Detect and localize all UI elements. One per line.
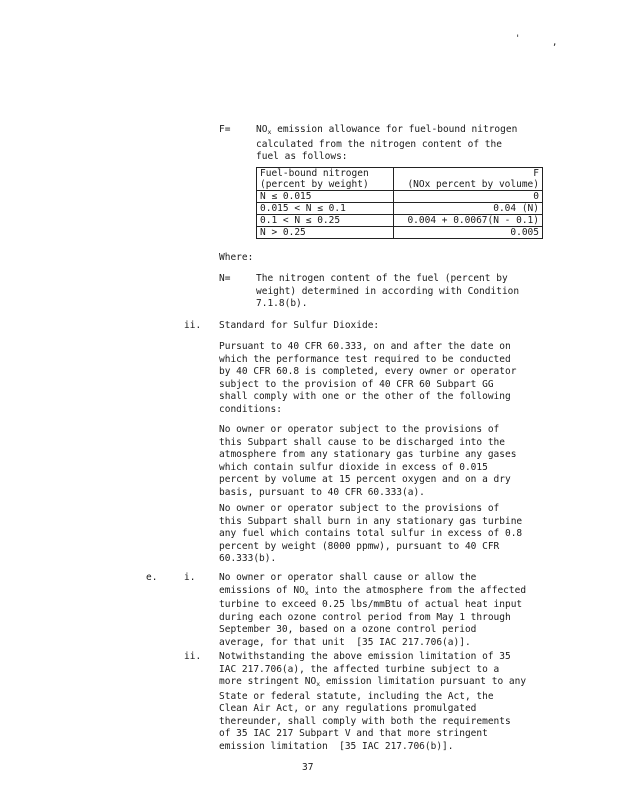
table-cell-value: 0 bbox=[394, 191, 543, 203]
fn-definition bbox=[256, 124, 517, 164]
table-header-left bbox=[257, 168, 394, 191]
head-right-line2: (NOx percent by volume) bbox=[407, 179, 539, 190]
section-e-i-label: i. bbox=[184, 572, 196, 583]
table-row bbox=[257, 227, 543, 239]
section-ii-para1: Pursuant to 40 CFR 60.333, on and after the date on which the performance test required to be conducted by 40 CFR 60.8 is completed, every owner or operator subject to the provision of 40 CFR 60 Subpart GG shall comply with one or the other of the following conditions: bbox=[219, 341, 517, 415]
fn-label: F= bbox=[219, 124, 231, 135]
section-ii-para3: No owner or operator subject to the provisions of this Subpart shall burn in any stationary gas turbine any fuel which contains total sulfur in excess of 0.8 percent by weight (8000 ppmw), pursuant to 40 CFR 60.333(b). bbox=[219, 503, 523, 564]
table-row bbox=[257, 215, 543, 227]
section-ii-label: ii. bbox=[184, 320, 202, 331]
section-e-i-text bbox=[219, 572, 526, 649]
table-row bbox=[257, 203, 543, 215]
corner-mark-2: , bbox=[552, 38, 558, 48]
table-row bbox=[257, 191, 543, 203]
table-cell-range: N > 0.25 bbox=[257, 227, 394, 239]
section-ii-para2: No owner or operator subject to the provisions of this Subpart shall cause to be discharged into the atmosphere from any stationary gas turbine any gases which contain sulfur dioxide in excess of 0.015 percent by volume at 15 percent oxygen and on a dry basis, pursuant to 40 CFR 60.333(a). bbox=[219, 424, 517, 498]
e-i-line2 bbox=[219, 585, 526, 600]
head-left-line1: Fuel-bound nitrogen bbox=[260, 168, 369, 179]
head-left-line2: (percent by weight) bbox=[260, 179, 369, 190]
page-number: 37 bbox=[302, 762, 314, 773]
e-i-line2-rest: into the atmosphere from the affected bbox=[308, 584, 527, 596]
head-right-line1: F bbox=[533, 168, 539, 179]
n-definition: The nitrogen content of the fuel (percent by weight) determined in according with Condition 7.1.8(b). bbox=[256, 273, 520, 309]
e-ii-nox-sub: x bbox=[316, 680, 321, 688]
section-e-ii-text bbox=[219, 651, 526, 753]
e-i-line1: No owner or operator shall cause or allow the bbox=[219, 572, 477, 583]
fn-nox-text: NO bbox=[256, 124, 268, 135]
e-ii-line3-rest: emission limitation pursuant to any bbox=[320, 676, 527, 687]
e-i-rest: turbine to exceed 0.25 lbs/mmBtu of actual heat input during each ozone control period from May 1 through September 30, based on a ozone control period average, for that unit [35 IAC 217.706(a)]. bbox=[219, 599, 523, 648]
e-ii-nox: more stringent NO bbox=[219, 676, 317, 687]
table-cell-range: N ≤ 0.015 bbox=[257, 191, 394, 203]
section-e-label: e. bbox=[146, 572, 158, 583]
fn-nox-sub: x bbox=[267, 128, 272, 136]
e-ii-line1: Notwithstanding the above emission limitation of 35 bbox=[219, 651, 511, 662]
where-label: Where: bbox=[219, 252, 254, 263]
table-cell-value: 0.005 bbox=[394, 227, 543, 239]
fn-line-rest: calculated from the nitrogen content of the fuel as follows: bbox=[256, 138, 502, 162]
e-ii-line3 bbox=[219, 676, 526, 691]
fuel-nitrogen-table bbox=[256, 167, 543, 239]
table-cell-range: 0.1 < N ≤ 0.25 bbox=[257, 215, 394, 227]
table-cell-range: 0.015 < N ≤ 0.1 bbox=[257, 203, 394, 215]
fn-line1-rest: emission allowance for fuel-bound nitrogen bbox=[271, 124, 518, 135]
table-cell-value: 0.04 (N) bbox=[394, 203, 543, 215]
fn-line1 bbox=[256, 124, 517, 139]
table-cell-value: 0.004 + 0.0067(N - 0.1) bbox=[394, 215, 543, 227]
e-ii-line2: IAC 217.706(a), the affected turbine subject to a bbox=[219, 663, 500, 675]
section-ii-heading: Standard for Sulfur Dioxide: bbox=[219, 320, 380, 331]
n-label: N= bbox=[219, 273, 231, 284]
e-i-nox-sub: x bbox=[304, 588, 309, 597]
e-ii-rest: State or federal statute, including the Act, the Clean Air Act, or any regulations promulgated thereunder, shall comply with both the requirements of 35 IAC 217 Subpart V and that more stringent emission limitation [35 IAC 217.706(b)]. bbox=[219, 690, 511, 752]
corner-mark-1: ' bbox=[515, 34, 521, 44]
e-i-nox: emissions of NO bbox=[219, 584, 305, 596]
table-header-row bbox=[257, 168, 543, 191]
table-header-right bbox=[394, 168, 543, 191]
section-e-ii-label: ii. bbox=[184, 651, 202, 662]
